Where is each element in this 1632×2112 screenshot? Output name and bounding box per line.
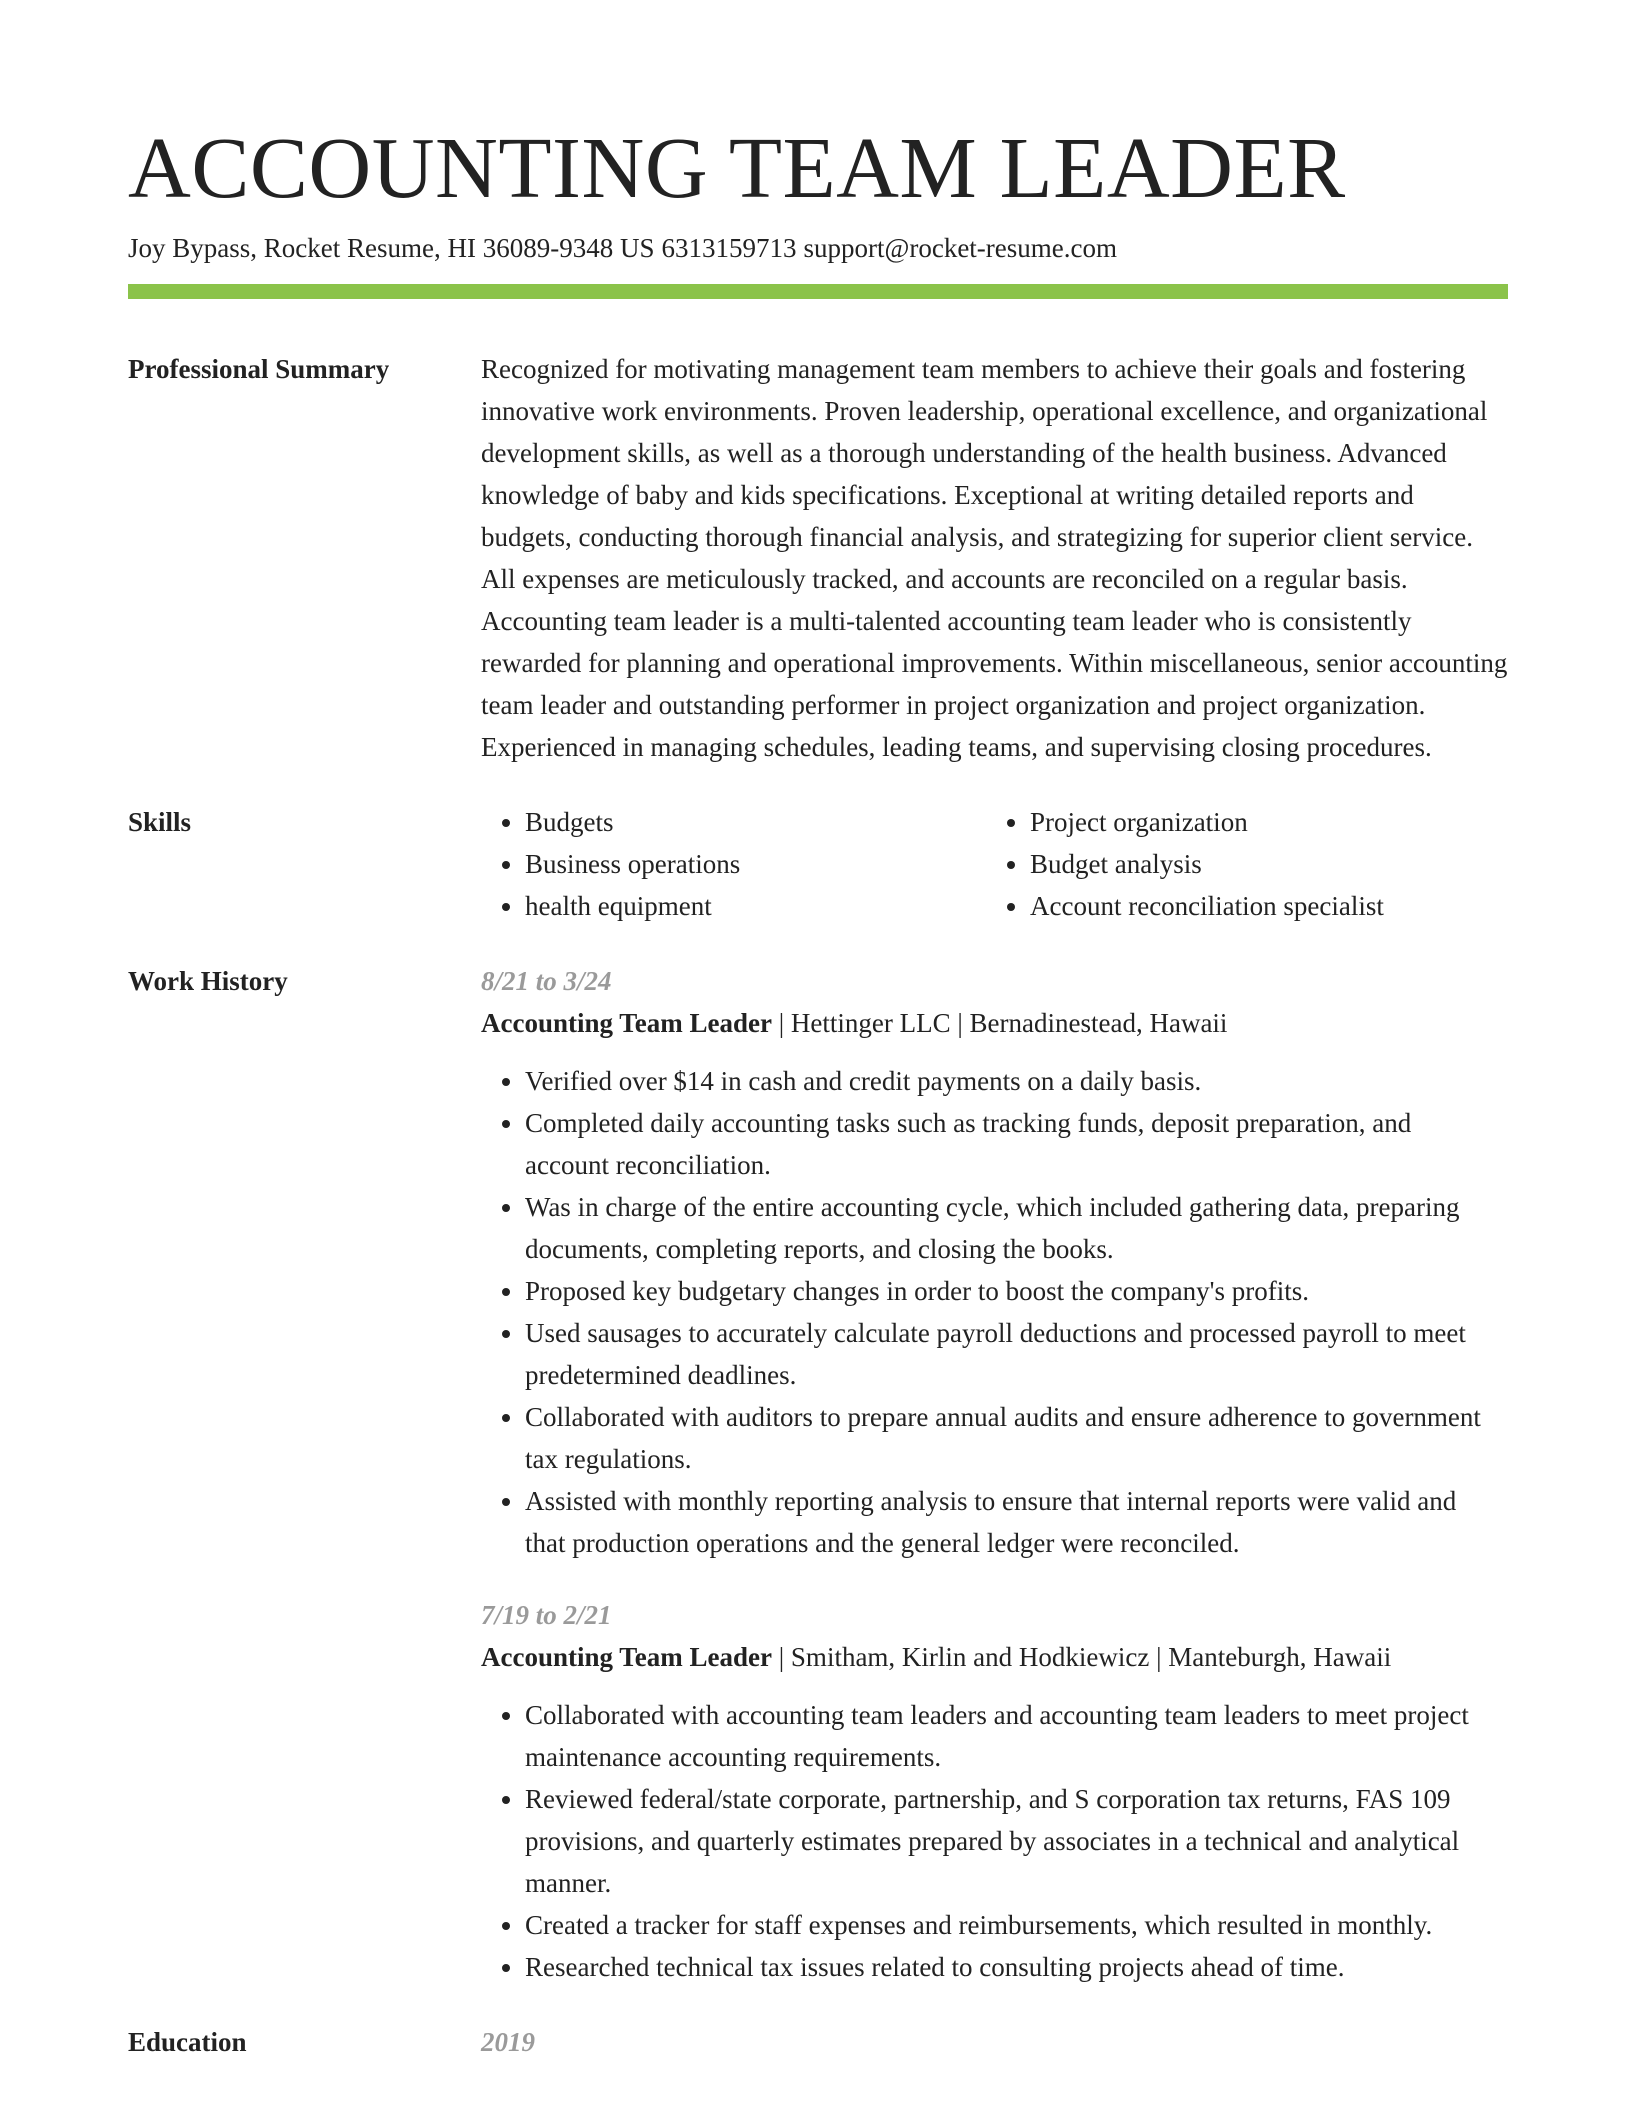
job-details: | Smitham, Kirlin and Hodkiewicz | Manteburgh, Hawaii <box>772 1642 1392 1672</box>
contact-phone: 6313159713 <box>661 233 797 263</box>
resume-page <box>128 118 1508 2063</box>
header-divider <box>128 284 1508 299</box>
job-dates: 8/21 to 3/24 <box>481 966 612 996</box>
education-section <box>128 2021 1508 2063</box>
skills-column-right <box>986 801 1491 927</box>
job-title: Accounting Team Leader <box>481 1642 773 1672</box>
summary-text: Recognized for motivating management team members to achieve their goals and fostering innovative work environments. Proven leadership, operational excellence, and organizational development skills, as well as a thorough understanding of the health business. Advanced knowledge of baby and kids specifications. Exceptional at writing detailed reports and budgets, conducting thorough financial analysis, and strategizing for superior client service. All expenses are meticulously tracked, and accounts are reconciled on a regular basis. Accounting team leader is a multi-talented accounting team leader who is consistently rewarded for planning and operational improvements. Within miscellaneous, senior accounting team leader and outstanding performer in project organization and project organization. Experienced in managing schedules, leading teams, and supervising closing procedures. <box>481 354 1508 762</box>
job-dates: 7/19 to 2/21 <box>481 1600 612 1630</box>
job-entry <box>481 960 1508 1564</box>
skill-item: • Account reconciliation specialist <box>1030 885 1491 927</box>
resume-name: ACCOUNTING TEAM LEADER <box>128 119 1346 216</box>
job-bullet: • Collaborated with accounting team leaders and accounting team leaders to meet project maintenance accounting requirements. <box>525 1694 1508 1778</box>
skill-item: • Business operations <box>525 843 986 885</box>
job-bullet: • Proposed key budgetary changes in order to boost the company's profits. <box>525 1270 1508 1312</box>
skill-item: • health equipment <box>525 885 986 927</box>
education-body <box>481 2021 1508 2063</box>
skills-heading: Skills <box>128 807 192 837</box>
education-heading: Education <box>128 2027 247 2057</box>
skills-body <box>481 801 1508 927</box>
job-bullet: • Collaborated with auditors to prepare annual audits and ensure adherence to government tax regulations. <box>525 1396 1508 1480</box>
skill-item: • Project organization <box>1030 801 1491 843</box>
contact-address: Joy Bypass, Rocket Resume, HI 36089-9348 US <box>128 233 655 263</box>
job-bullet: • Verified over $14 in cash and credit payments on a daily basis. <box>525 1060 1508 1102</box>
education-dates: 2019 <box>481 2027 535 2057</box>
skills-column-left <box>481 801 986 927</box>
work-history-heading: Work History <box>128 966 288 996</box>
job-title: Accounting Team Leader <box>481 1008 773 1038</box>
work-history-section <box>128 960 1508 1988</box>
job-bullet: • Created a tracker for staff expenses and reimbursements, which resulted in monthly. <box>525 1904 1508 1946</box>
summary-heading: Professional Summary <box>128 354 390 384</box>
skills-section <box>128 801 1508 927</box>
job-entry <box>481 1594 1508 1988</box>
summary-section <box>128 348 1508 768</box>
skill-item: • Budgets <box>525 801 986 843</box>
job-bullet: • Completed daily accounting tasks such as tracking funds, deposit preparation, and account reconciliation. <box>525 1102 1508 1186</box>
job-header <box>481 1636 1508 1678</box>
job-bullet: • Assisted with monthly reporting analysis to ensure that internal reports were valid and that production operations and the general ledger were reconciled. <box>525 1480 1508 1564</box>
job-bullets <box>481 1694 1508 1988</box>
job-bullet: • Used sausages to accurately calculate payroll deductions and processed payroll to meet predetermined deadlines. <box>525 1312 1508 1396</box>
contact-line <box>128 230 1508 266</box>
job-bullets <box>481 1060 1508 1564</box>
skill-item: • Budget analysis <box>1030 843 1491 885</box>
job-bullet: • Was in charge of the entire accounting cycle, which included gathering data, preparing documents, completing reports, and closing the books. <box>525 1186 1508 1270</box>
job-header <box>481 1002 1508 1044</box>
job-bullet: • Researched technical tax issues related to consulting projects ahead of time. <box>525 1946 1508 1988</box>
job-details: | Hettinger LLC | Bernadinestead, Hawaii <box>772 1008 1228 1038</box>
work-history-body <box>481 960 1508 1988</box>
job-bullet: • Reviewed federal/state corporate, partnership, and S corporation tax returns, FAS 109 provisions, and quarterly estimates prepared by associates in a technical and analytical manner. <box>525 1778 1508 1904</box>
contact-email: support@rocket-resume.com <box>803 233 1118 263</box>
skills-grid <box>481 801 1508 927</box>
